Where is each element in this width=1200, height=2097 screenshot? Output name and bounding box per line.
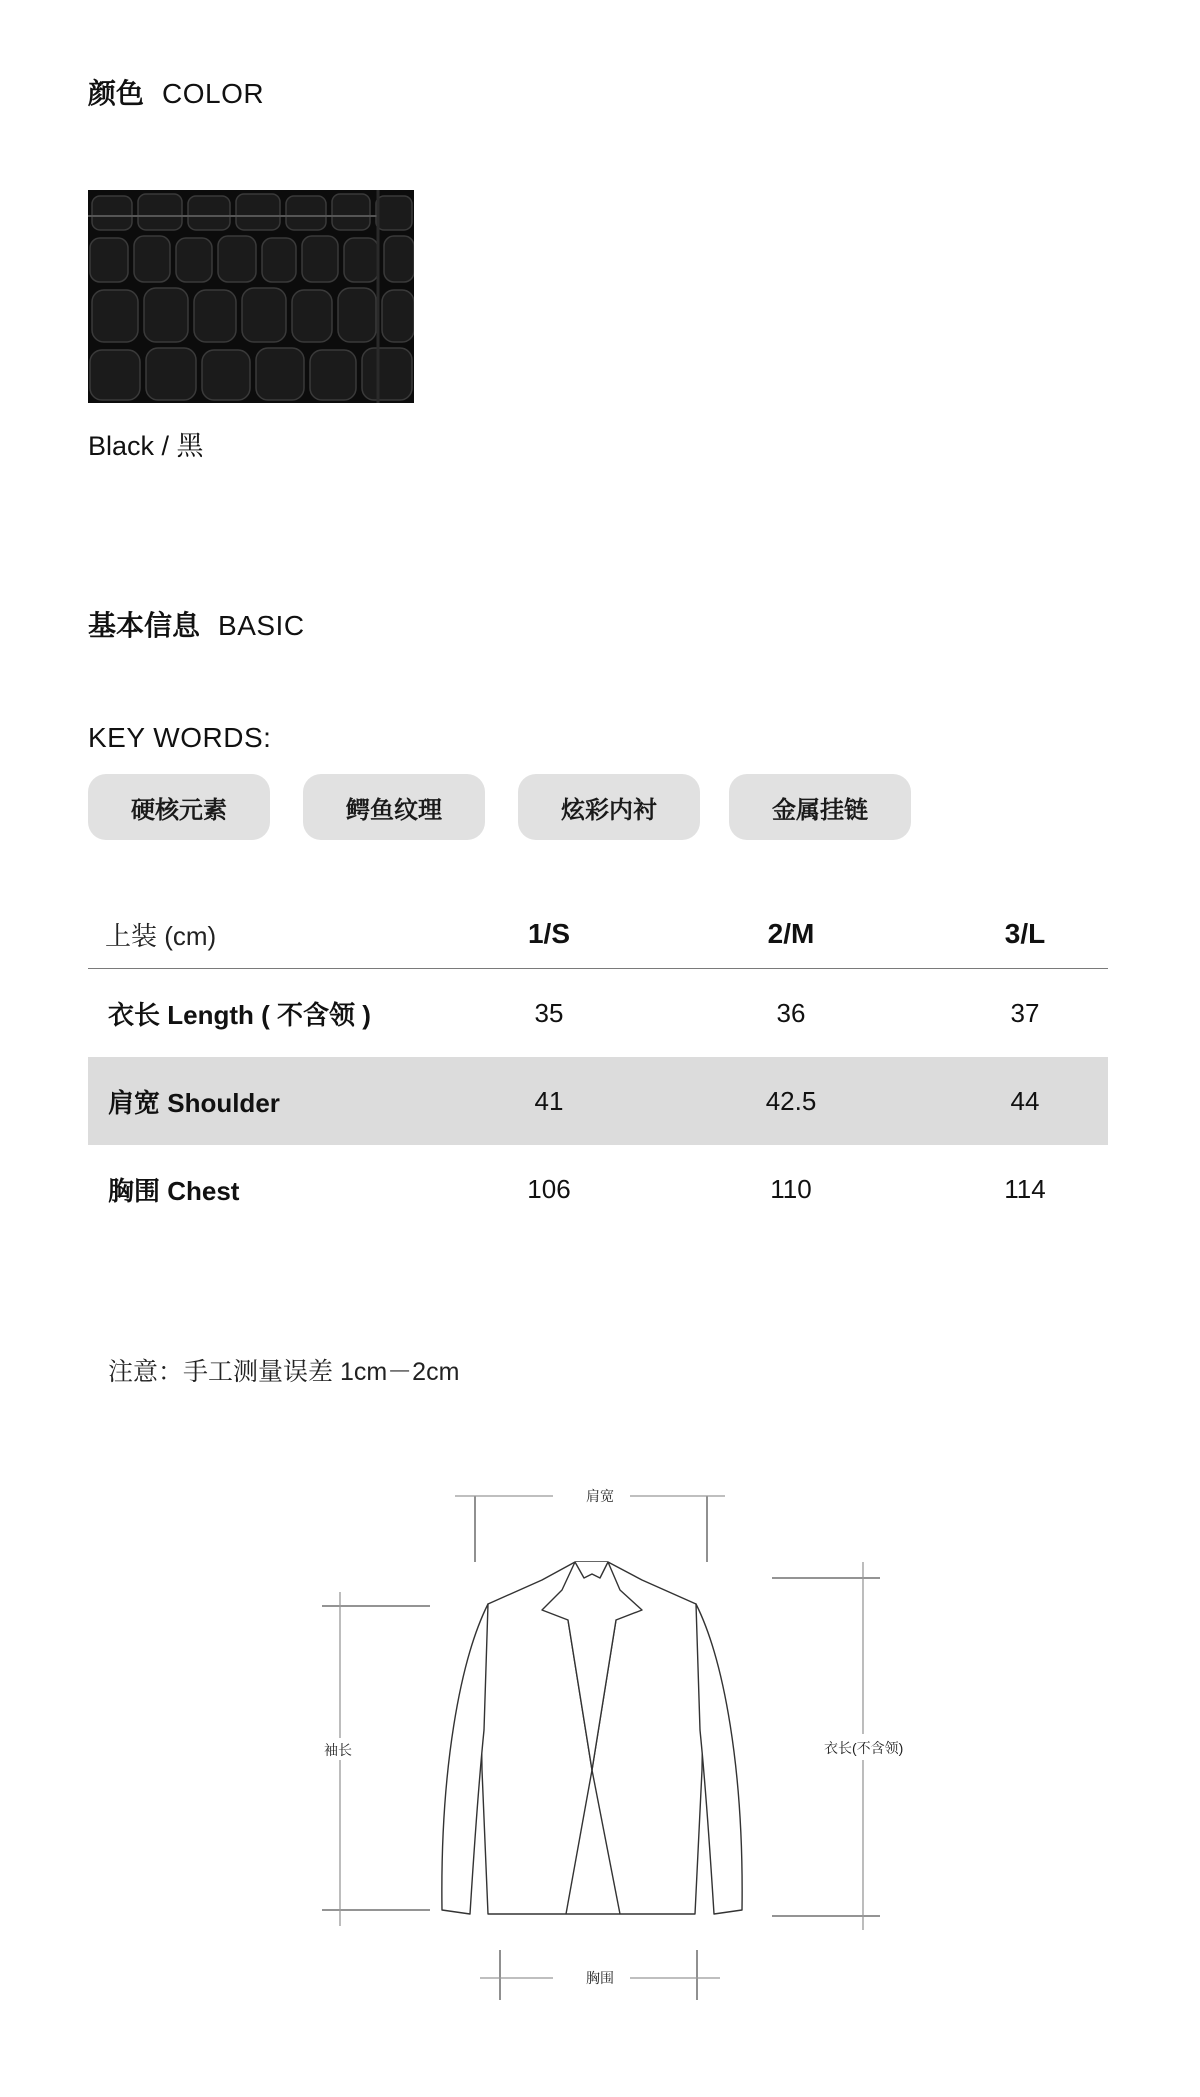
color-title-en: COLOR — [162, 78, 265, 109]
swatch-label: Black / 黑 — [88, 431, 204, 461]
shoulder-dim-label: 肩宽 — [586, 1488, 614, 1504]
table-cell: 42.5 — [765, 1085, 817, 1116]
black-croc-swatch[interactable] — [88, 190, 414, 403]
size-column-header: 1/S — [527, 918, 571, 949]
table-cell: 41 — [534, 1085, 564, 1116]
table-cell: 114 — [1004, 1173, 1046, 1204]
table-cell: 37 — [1010, 997, 1040, 1028]
keyword-tag[interactable]: 金属挂链 — [729, 774, 911, 840]
row-label: 胸围 Chest — [108, 1175, 240, 1206]
table-row — [88, 969, 1108, 1057]
row-label: 衣长 Length ( 不含领 ) — [108, 999, 371, 1030]
keyword-tag[interactable]: 硬核元素 — [88, 774, 270, 840]
keyword-tag[interactable]: 炫彩内衬 — [518, 774, 700, 840]
basic-title-en: BASIC — [218, 610, 305, 641]
measurement-note: 注意：手工测量误差 1cm－2cm — [108, 1358, 460, 1386]
sleeve-dim-label: 袖长 — [324, 1742, 352, 1758]
table-cell: 110 — [770, 1173, 812, 1204]
keywords-label: KEY WORDS: — [88, 722, 272, 753]
size-column-header: 3/L — [1004, 918, 1046, 949]
color-section-title — [88, 80, 264, 108]
row-label: 肩宽 Shoulder — [108, 1087, 280, 1118]
table-header-row — [88, 900, 1108, 969]
size-column-header: 2/M — [767, 918, 815, 949]
table-row — [88, 1057, 1108, 1145]
jacket-measurement-diagram — [300, 1470, 920, 2010]
size-table — [88, 900, 1108, 1233]
length-dim-label: 衣长(不含领) — [824, 1740, 904, 1756]
table-cell: 35 — [534, 997, 564, 1028]
keyword-tag[interactable]: 鳄鱼纹理 — [303, 774, 485, 840]
table-row — [88, 1145, 1108, 1233]
color-title-zh: 颜色 — [88, 78, 145, 109]
table-cell: 106 — [527, 1173, 571, 1204]
croc-texture-image — [88, 190, 414, 403]
table-header-label: 上装 (cm) — [105, 920, 217, 951]
chest-dim-label: 胸围 — [586, 1970, 614, 1986]
table-cell: 36 — [776, 997, 806, 1028]
basic-section-title — [88, 612, 305, 640]
basic-title-zh: 基本信息 — [88, 610, 201, 641]
table-cell: 44 — [1010, 1085, 1040, 1116]
